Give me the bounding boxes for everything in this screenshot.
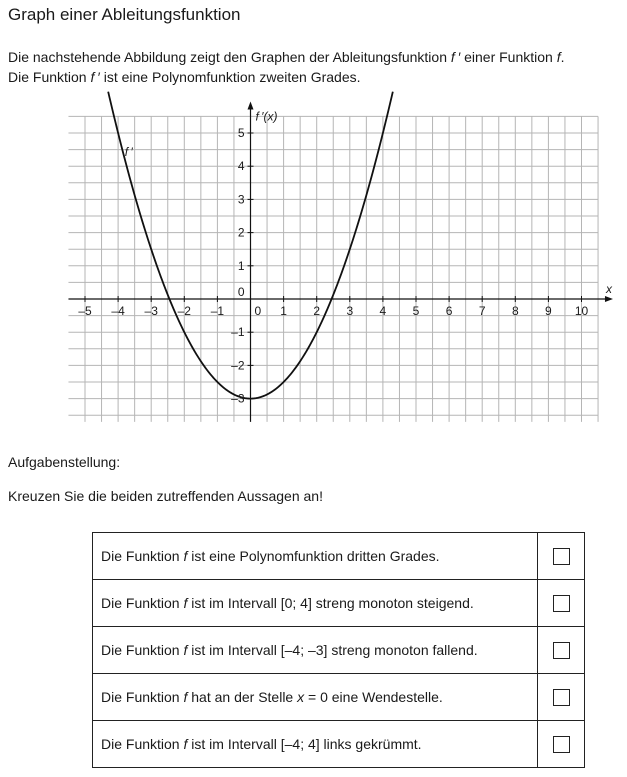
option-checkbox-cell	[538, 674, 585, 721]
option-checkbox[interactable]	[553, 548, 570, 565]
page-title: Graph einer Ableitungsfunktion	[8, 5, 241, 24]
option-statement	[93, 674, 538, 721]
y-tick-label: 3	[237, 192, 245, 207]
x-tick-label: –1	[210, 304, 225, 318]
y-tick-label: –3	[231, 391, 245, 406]
option-text-part: ist im Intervall [–4; 4] links gekrümmt.	[187, 736, 422, 752]
x-tick-label: 9	[545, 304, 552, 318]
option-row	[93, 580, 585, 627]
option-row	[93, 533, 585, 580]
f-symbol: f	[183, 595, 188, 611]
task-heading: Aufgabenstellung:	[8, 454, 121, 470]
intro-text-part: Die Funktion	[8, 69, 91, 85]
answer-options-table	[92, 532, 585, 768]
x-tick-label: –2	[177, 304, 191, 318]
f-symbol: f	[183, 642, 188, 658]
option-text-part: Die Funktion	[101, 548, 184, 564]
task-instruction: Kreuzen Sie die beiden zutreffenden Aussagen an!	[8, 488, 323, 504]
intro-text-part: ist eine Polynomfunktion zweiten Grades.	[99, 69, 361, 85]
f-symbol: f	[556, 49, 561, 65]
fprime-symbol: f ′	[450, 49, 461, 65]
option-checkbox[interactable]	[553, 642, 570, 659]
curve-label: f ′	[124, 145, 133, 160]
y-tick-label: –1	[231, 325, 245, 340]
y-tick-label: 4	[237, 159, 245, 174]
option-checkbox-cell	[538, 533, 585, 580]
option-checkbox[interactable]	[553, 595, 570, 612]
y-tick-label: 5	[237, 126, 245, 140]
f-symbol: f	[183, 548, 188, 564]
y-axis-arrow-icon	[248, 101, 254, 109]
intro-text-part: .	[560, 49, 565, 65]
x-tick-label: 4	[379, 304, 387, 318]
option-row	[93, 721, 585, 768]
intro-text-part: einer Funktion	[460, 49, 557, 65]
option-checkbox-cell	[538, 580, 585, 627]
option-text-part: hat an der Stelle	[187, 689, 298, 705]
option-checkbox-cell	[538, 627, 585, 674]
option-text-part: Die Funktion	[101, 689, 184, 705]
y-tick-label: 0	[237, 285, 245, 299]
x-tick-label: 1	[280, 304, 287, 318]
x-tick-label: 3	[346, 304, 354, 318]
option-statement	[93, 533, 538, 580]
option-checkbox-cell	[538, 721, 585, 768]
x-tick-label: –4	[111, 304, 125, 318]
option-text-part: Die Funktion	[101, 642, 184, 658]
y-tick-label: –2	[231, 358, 245, 373]
option-text-part: = 0 eine Wendestelle.	[304, 689, 443, 705]
y-tick-label: 2	[237, 225, 245, 240]
x-tick-label: –5	[78, 304, 92, 318]
x-axis-label: x	[605, 282, 612, 296]
option-text-part: Die Funktion	[101, 736, 184, 752]
option-text-part: ist im Intervall [0; 4] streng monoton steigend.	[187, 595, 474, 611]
option-statement	[93, 627, 538, 674]
x-tick-label: 8	[511, 304, 519, 318]
f-symbol: f	[183, 736, 188, 752]
x-tick-label: 0	[254, 304, 262, 318]
option-text-part: ist eine Polynomfunktion dritten Grades.	[187, 548, 440, 564]
option-checkbox[interactable]	[553, 736, 570, 753]
x-symbol: x	[297, 689, 305, 705]
y-tick-label: 1	[237, 258, 245, 273]
y-axis-label: f ′(x)	[255, 109, 278, 124]
option-statement	[93, 580, 538, 627]
option-text-part: ist im Intervall [–4; –3] streng monoton fallend.	[187, 642, 478, 658]
f-symbol: f	[183, 689, 188, 705]
x-tick-label: 10	[574, 304, 589, 318]
option-text-part: Die Funktion	[101, 595, 184, 611]
x-tick-label: 2	[313, 304, 321, 318]
x-tick-label: 6	[445, 304, 453, 318]
intro-text-part: Die nachstehende Abbildung zeigt den Graphen der Ableitungsfunktion	[8, 49, 451, 65]
x-tick-label: 5	[412, 304, 420, 318]
option-row	[93, 627, 585, 674]
x-tick-label: –3	[144, 304, 158, 318]
x-axis-arrow-icon	[605, 296, 613, 302]
fprime-symbol: f ′	[90, 69, 100, 85]
option-statement	[93, 721, 538, 768]
option-checkbox[interactable]	[553, 689, 570, 706]
x-tick-label: 7	[478, 304, 486, 318]
option-row	[93, 674, 585, 721]
